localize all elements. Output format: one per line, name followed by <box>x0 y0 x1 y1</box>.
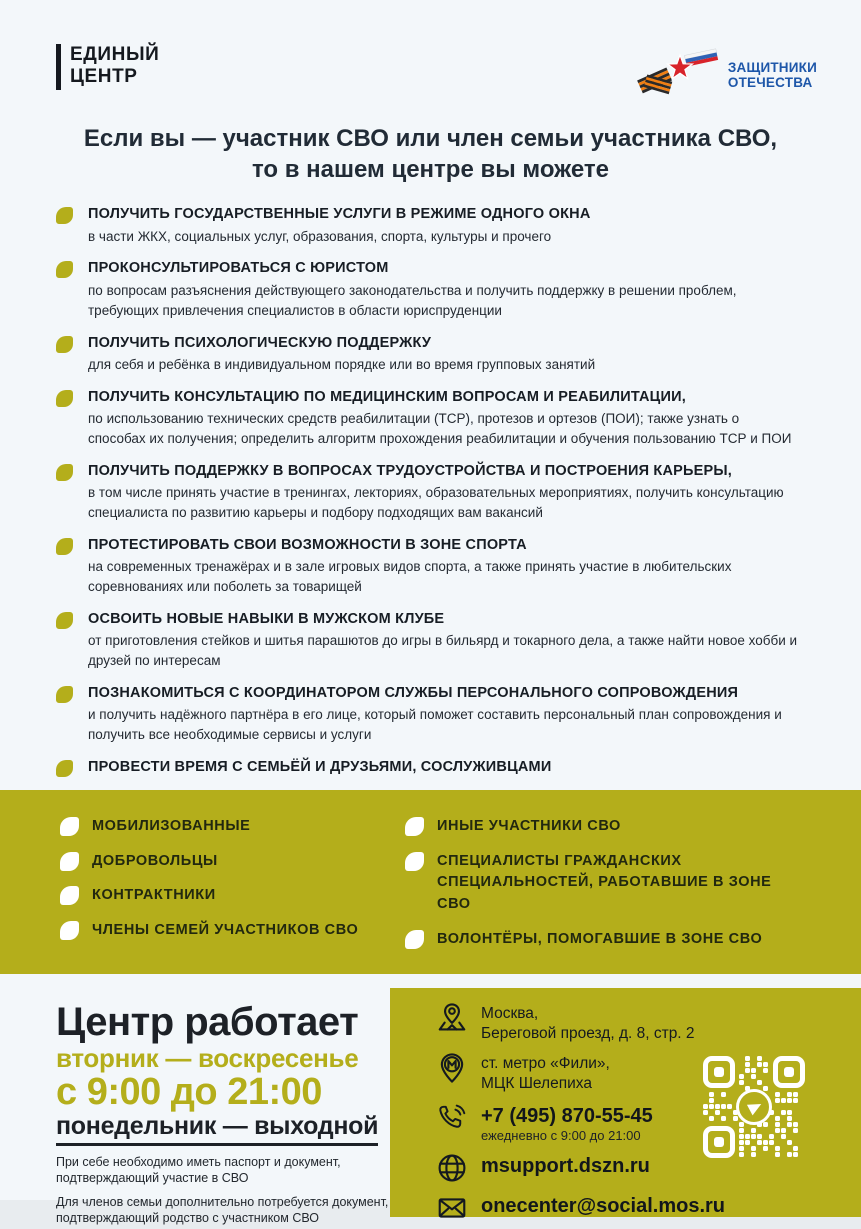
globe-icon <box>436 1152 468 1184</box>
audience-label: ВОЛОНТЁРЫ, ПОМОГАВШИЕ В ЗОНЕ СВО <box>437 930 763 947</box>
service-title: ОСВОИТЬ НОВЫЕ НАВЫКИ В МУЖСКОМ КЛУБЕ <box>88 610 445 627</box>
service-desc: по использованию технических средств реабилитации (ТСР), протезов и ортезов (ПОИ); также узнать о способах их получения; определить алгоритм прохождения реабилитации и обучения пользованию ТСР и ПОИ <box>88 410 792 446</box>
schedule-hours: с 9:00 до 21:00 <box>56 1070 322 1113</box>
leaf-bullet-icon <box>405 852 424 871</box>
website-text: msupport.dszn.ru <box>481 1155 650 1178</box>
defenders-logo-text <box>728 61 817 89</box>
audience-label: МОБИЛИЗОВАННЫЕ <box>92 817 251 834</box>
qr-code <box>703 1056 805 1158</box>
audience-left-column <box>60 816 405 964</box>
schedule-note-1: При себе необходимо иметь паспорт и документ, подтверждающий участие в СВО <box>56 1154 341 1185</box>
leaf-bullet-icon <box>56 261 73 278</box>
service-item <box>56 205 817 246</box>
service-desc: в том числе принять участие в тренингах, лекториях, образовательных мероприятиях, получить консультацию специалиста по развитию карьеры и подбору подходящих вам вакансий <box>88 484 784 520</box>
service-item <box>56 536 817 597</box>
schedule-title: Центр работает <box>56 999 359 1044</box>
defenders-line1: ЗАЩИТНИКИ <box>727 60 817 76</box>
service-title: ПОЛУЧИТЬ КОНСУЛЬТАЦИЮ ПО МЕДИЦИНСКИМ ВОПРОСАМ И РЕАБИЛИТАЦИИ, <box>88 388 686 405</box>
service-title: ПОЛУЧИТЬ ПСИХОЛОГИЧЕСКУЮ ПОДДЕРЖКУ <box>88 334 432 351</box>
metro-text <box>481 1052 610 1094</box>
email-row <box>436 1192 861 1224</box>
phone-note: ежедневно с 9:00 до 21:00 <box>481 1128 641 1144</box>
service-desc: для себя и ребёнка в индивидуальном порядке или во время групповых занятий <box>88 356 596 372</box>
leaf-bullet-icon <box>60 921 79 940</box>
schedule-closed: понедельник — выходной <box>56 1113 378 1146</box>
service-desc: на современных тренажёрах и в зале игровых видов спорта, а также принять участие в любительских соревнованиях или поболеть за товарищей <box>88 558 732 594</box>
service-item <box>56 684 817 745</box>
star-ribbon-icon <box>640 48 726 103</box>
audience-band <box>0 790 861 974</box>
qr-finder-icon <box>703 1056 735 1088</box>
service-desc: по вопросам разъяснения действующего законодательства и получить поддержку в решении проблем, требующих привлечения специалистов в области юриспруденции <box>88 282 737 318</box>
qr-finder-icon <box>773 1056 805 1088</box>
page-title <box>0 123 861 185</box>
phone-text <box>481 1102 653 1144</box>
metro-line1: ст. метро «Фили», <box>481 1054 610 1072</box>
audience-item <box>405 816 831 838</box>
map-pin-icon <box>436 1002 468 1034</box>
leaf-bullet-icon <box>56 464 73 481</box>
audience-right-column <box>405 816 831 964</box>
audience-label: СПЕЦИАЛИСТЫ ГРАЖДАНСКИХ СПЕЦИАЛЬНОСТЕЙ, РАБОТАВШИЕ В ЗОНЕ СВО <box>437 852 772 913</box>
service-item <box>56 334 817 375</box>
header <box>0 0 861 103</box>
defenders-line2: ОТЕЧЕСТВА <box>727 74 813 90</box>
contacts-panel <box>390 988 861 1217</box>
defenders-logo <box>640 48 817 103</box>
leaf-bullet-icon <box>56 336 73 353</box>
page-title-line2: то в нашем центре вы можете <box>251 156 610 184</box>
qr-finder-icon <box>703 1126 735 1158</box>
leaf-bullet-icon <box>60 852 79 871</box>
leaf-bullet-icon <box>56 612 73 629</box>
leaf-bullet-icon <box>56 686 73 703</box>
footer <box>0 988 861 1226</box>
leaf-bullet-icon <box>56 538 73 555</box>
address-row <box>436 1002 861 1044</box>
phone-icon <box>436 1102 468 1134</box>
address-line1: Москва, <box>481 1004 539 1022</box>
audience-label: ЧЛЕНЫ СЕМЕЙ УЧАСТНИКОВ СВО <box>92 922 359 939</box>
service-title: ПОЛУЧИТЬ ПОДДЕРЖКУ В ВОПРОСАХ ТРУДОУСТРОЙСТВА И ПОСТРОЕНИЯ КАРЬЕРЫ, <box>88 462 733 479</box>
service-desc: в части ЖКХ, социальных услуг, образования, спорта, культуры и прочего <box>88 228 552 244</box>
service-item <box>56 758 817 777</box>
brand-line1: ЕДИНЫЙ <box>70 44 160 65</box>
service-desc: и получить надёжного партнёра в его лице, который поможет составить персональный план сопровождения и получить все необходимые сервисы и услуги <box>88 707 782 742</box>
audience-item <box>60 851 405 873</box>
phone-number: +7 (495) 870-55-45 <box>481 1105 653 1128</box>
brand-line2: ЦЕНТР <box>70 65 138 87</box>
brand-bar <box>56 44 61 90</box>
service-title: ПРОВЕСТИ ВРЕМЯ С СЕМЬЁЙ И ДРУЗЬЯМИ, СОСЛУЖИВЦАМИ <box>88 758 552 775</box>
leaf-bullet-icon <box>56 207 73 224</box>
audience-item <box>60 885 405 907</box>
service-item <box>56 610 817 671</box>
leaf-bullet-icon <box>56 390 73 407</box>
leaf-bullet-icon <box>60 817 79 836</box>
address-line2: Береговой проезд, д. 8, стр. 2 <box>481 1024 695 1042</box>
service-item <box>56 388 817 449</box>
page-title-line1: Если вы — участник СВО или член семьи участника СВО, <box>83 125 778 152</box>
envelope-icon <box>436 1192 468 1224</box>
services-list <box>0 185 861 777</box>
metro-pin-icon <box>436 1052 468 1084</box>
schedule-note-2: Для членов семьи дополнительно потребуется документ, подтверждающий родство с участником СВО <box>56 1195 389 1226</box>
service-desc: от приготовления стейков и шитья парашютов до игры в бильярд и токарного дела, а также найти новое хобби и друзей по интересам <box>88 632 798 668</box>
audience-item <box>60 816 405 838</box>
leaf-bullet-icon <box>405 817 424 836</box>
service-title: ПОЗНАКОМИТЬСЯ С КООРДИНАТОРОМ СЛУЖБЫ ПЕРСОНАЛЬНОГО СОПРОВОЖДЕНИЯ <box>88 684 739 701</box>
schedule-days: вторник — воскресенье <box>56 1042 359 1073</box>
email-text: onecenter@social.mos.ru <box>481 1195 726 1218</box>
audience-item <box>405 851 831 916</box>
service-item <box>56 462 817 523</box>
audience-label: КОНТРАКТНИКИ <box>92 887 216 904</box>
service-item <box>56 259 817 320</box>
schedule-block <box>0 988 390 1226</box>
audience-label: ИНЫЕ УЧАСТНИКИ СВО <box>437 817 621 834</box>
leaf-bullet-icon <box>60 886 79 905</box>
service-title: ПРОКОНСУЛЬТИРОВАТЬСЯ С ЮРИСТОМ <box>88 260 389 277</box>
audience-item <box>60 920 405 942</box>
address-text <box>481 1002 695 1044</box>
audience-item <box>405 929 831 951</box>
brand-logo <box>56 44 159 90</box>
brand-name <box>70 44 159 90</box>
leaf-bullet-icon <box>405 930 424 949</box>
service-title: ПОЛУЧИТЬ ГОСУДАРСТВЕННЫЕ УСЛУГИ В РЕЖИМЕ ОДНОГО ОКНА <box>88 206 591 223</box>
metro-line2: МЦК Шелепиха <box>481 1075 592 1093</box>
leaf-bullet-icon <box>56 760 73 777</box>
service-title: ПРОТЕСТИРОВАТЬ СВОИ ВОЗМОЖНОСТИ В ЗОНЕ СПОРТА <box>88 536 527 553</box>
audience-label: ДОБРОВОЛЬЦЫ <box>92 852 218 869</box>
telegram-icon <box>736 1089 772 1125</box>
